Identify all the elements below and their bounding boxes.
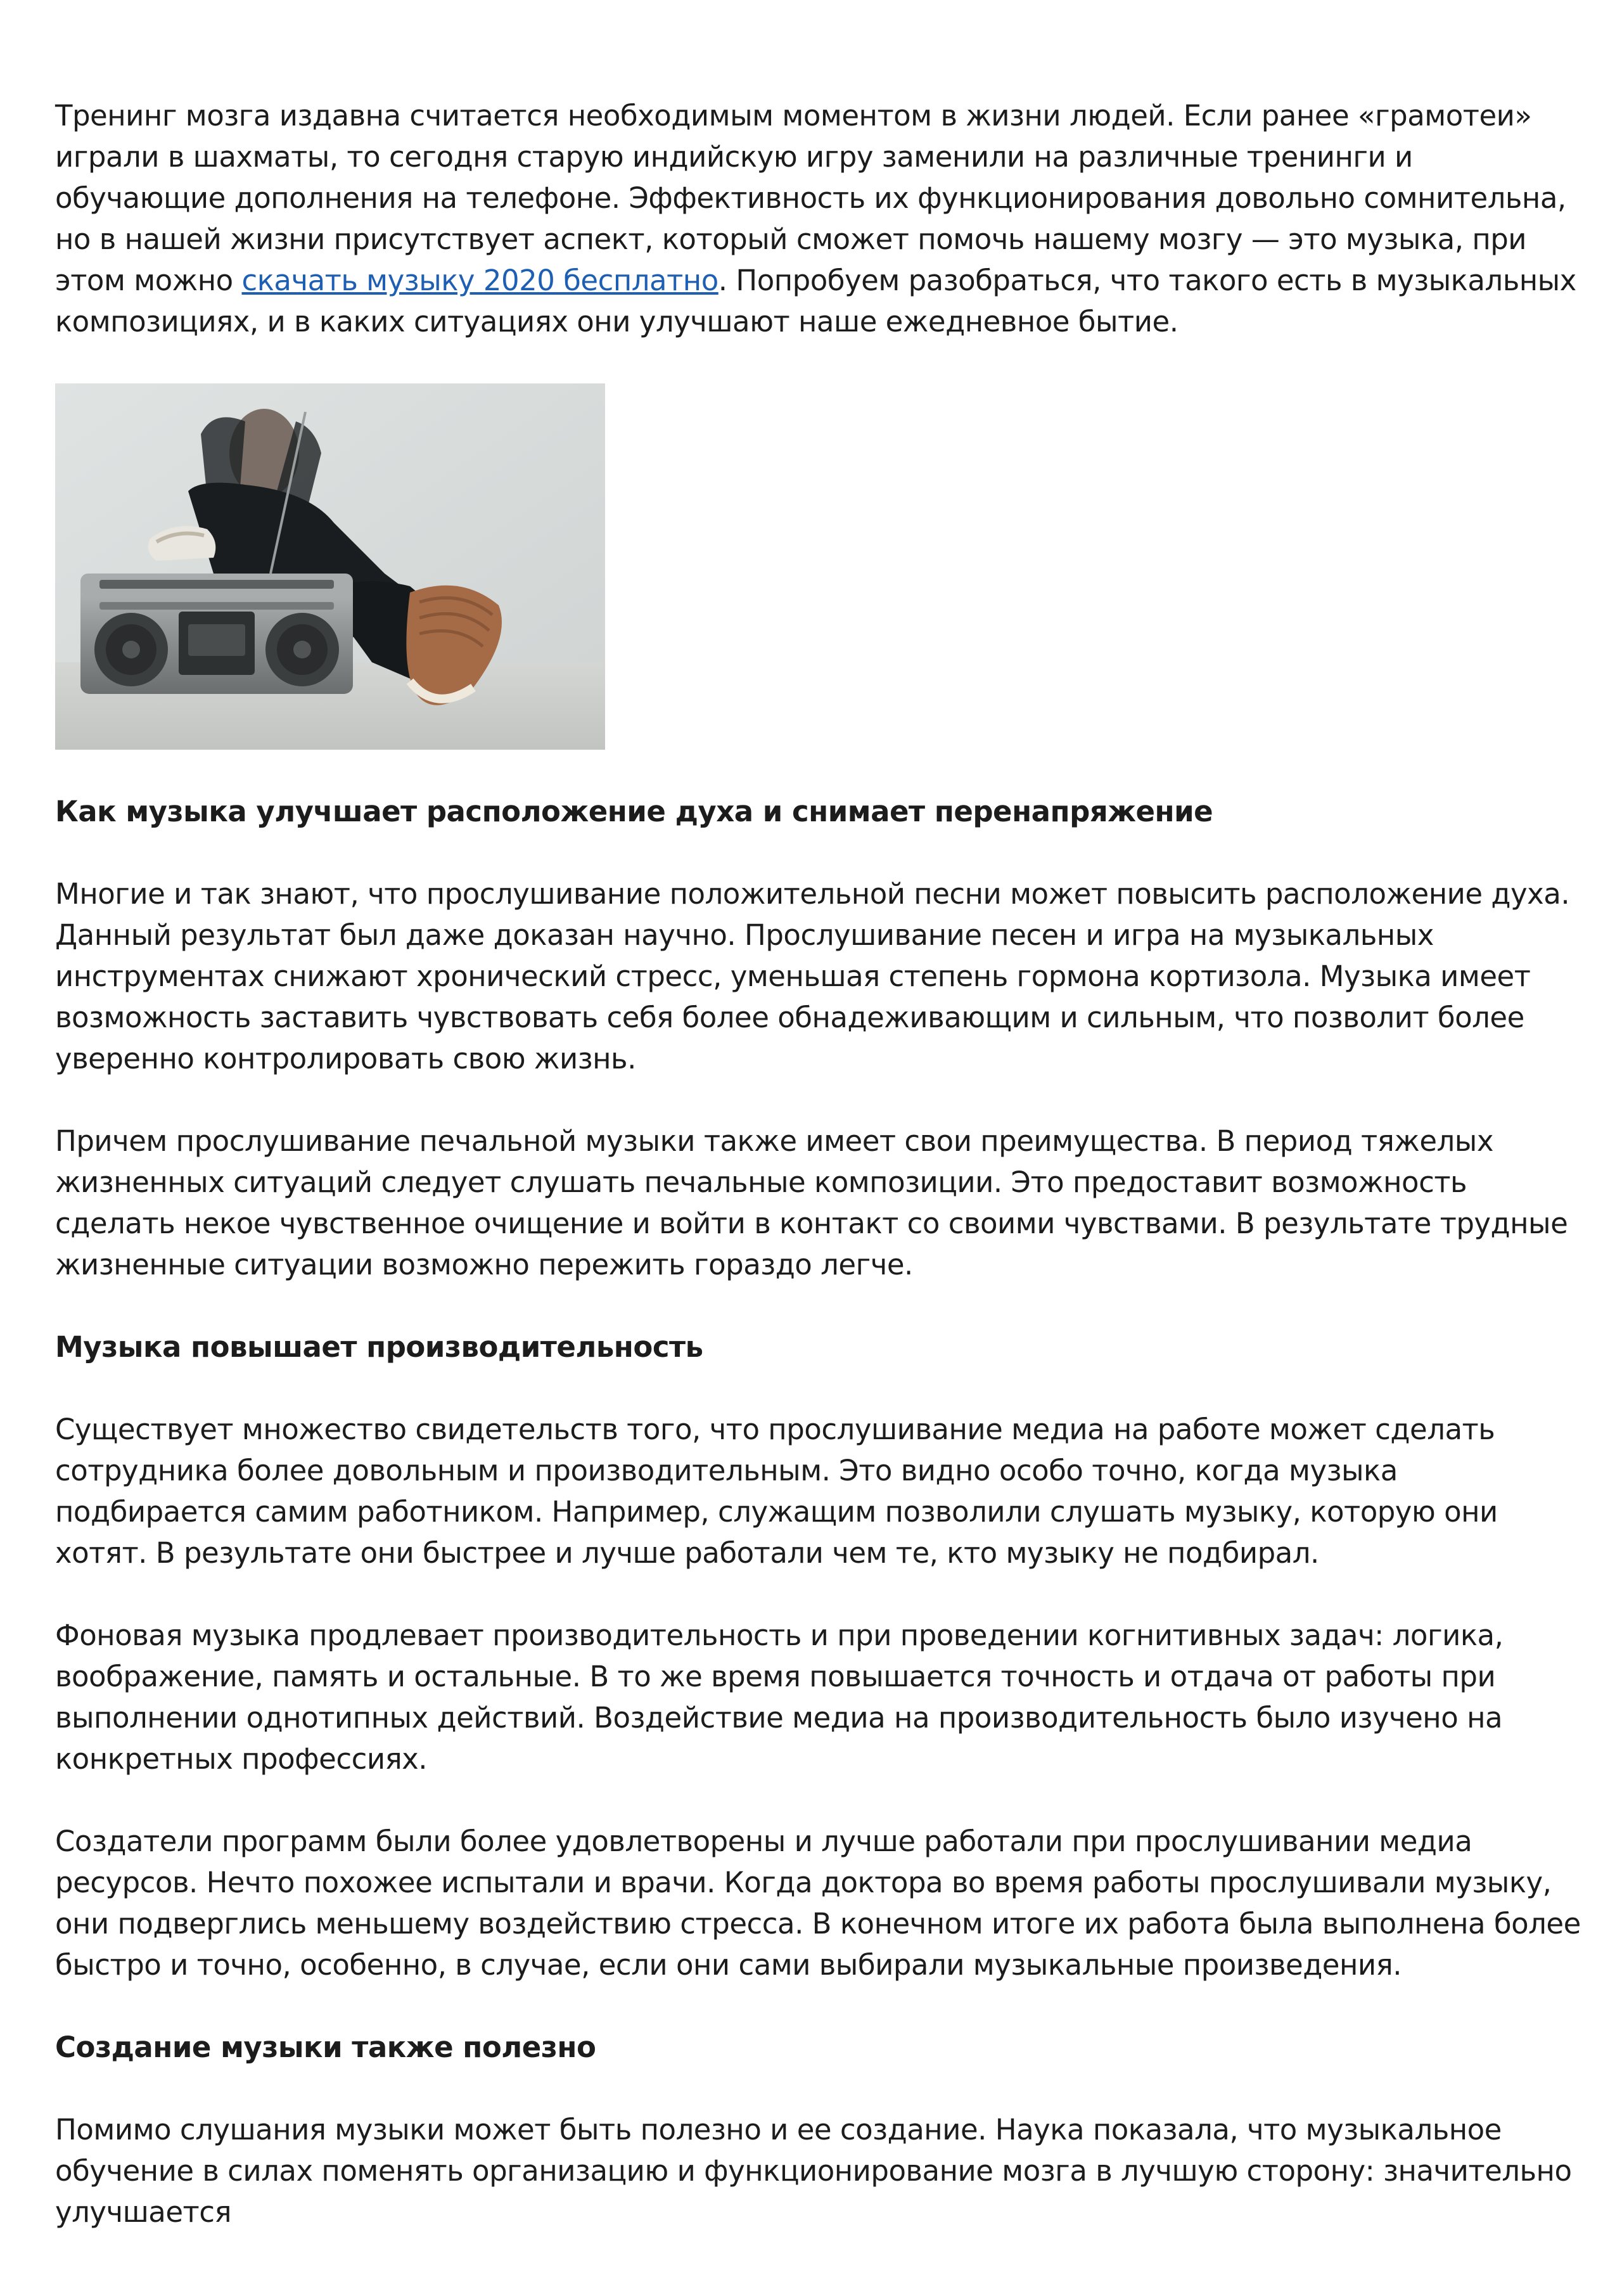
intro-text-start: Тренинг мозга издавна считается необходимым моментом в жизни людей. Если ранее «грамотеи» играли в шахматы, то сегодня старую индийскую игру заменили на различные тренинги и обучающие дополнения на телефоне. Эффективность их функционирования довольно сомнительна, но в нашей жизни присутствует аспект, который сможет помочь нашему мозгу — это музыка, при этом можно xyxy=(55,99,1566,297)
boombox-photo xyxy=(55,383,605,750)
intro-paragraph xyxy=(55,95,1588,342)
article-column xyxy=(55,95,1588,2233)
section-heading-creating-music: Создание музыки также полезно xyxy=(55,2030,596,2064)
paragraph-productivity-3: Создатели программ были более удовлетворены и лучше работали при прослушивании медиа ресурсов. Нечто похожее испытали и врачи. Когда доктора во время работы прослушивали музыку, они подверглись меньшему воздействию стресса. В конечном итоге их работа была выполнена более быстро и точно, особенно, в случае, если они сами выбирали музыкальные произведения. xyxy=(55,1825,1581,1982)
paragraph-mood-1: Многие и так знают, что прослушивание положительной песни может повысить расположение духа. Данный результат был даже доказан научно. Прослушивание песен и игра на музыкальных инструментах снижают хронический стресс, уменьшая степень гормона кортизола. Музыка имеет возможность заставить чувствовать себя более обнадеживающим и сильным, что позволит более уверенно контролировать свою жизнь. xyxy=(55,877,1570,1075)
paragraph-creating-music: Помимо слушания музыки может быть полезно и ее создание. Наука показала, что музыкальное обучение в силах поменять организацию и функционирование мозга в лучшую сторону: значительно улучшается xyxy=(55,2113,1572,2229)
paragraph-productivity-1: Существует множество свидетельств того, что прослушивание медиа на работе может сделать сотрудника более довольным и производительным. Это видно особо точно, когда музыка подбирается самим работником. Например, служащим позволили слушать музыку, которую они хотят. В результате они быстрее и лучше работали чем те, кто музыку не подбирал. xyxy=(55,1413,1498,1570)
intro-text-end: . Попробуем разобраться, что такого есть в музыкальных композициях, и в каких ситуациях они улучшают наше ежедневное бытие. xyxy=(55,264,1576,338)
paragraph-productivity-2: Фоновая музыка продлевает производительность и при проведении когнитивных задач: логика, воображение, память и остальные. В то же время повышается точность и отдача от работы при выполнении однотипных действий. Воздействие медиа на производительность было изучено на конкретных профессиях. xyxy=(55,1619,1504,1776)
section-heading-mood: Как музыка улучшает расположение духа и снимает перенапряжение xyxy=(55,795,1213,828)
section-heading-productivity: Музыка повышает производительность xyxy=(55,1330,703,1364)
paragraph-mood-2: Причем прослушивание печальной музыки также имеет свои преимущества. В период тяжелых жизненных ситуаций следует слушать печальные композиции. Это предоставит возможность сделать некое чувственное очищение и войти в контакт со своими чувствами. В результате трудные жизненные ситуации возможно пережить гораздо легче. xyxy=(55,1124,1568,1281)
download-music-link[interactable]: скачать музыку 2020 бесплатно xyxy=(241,264,718,297)
